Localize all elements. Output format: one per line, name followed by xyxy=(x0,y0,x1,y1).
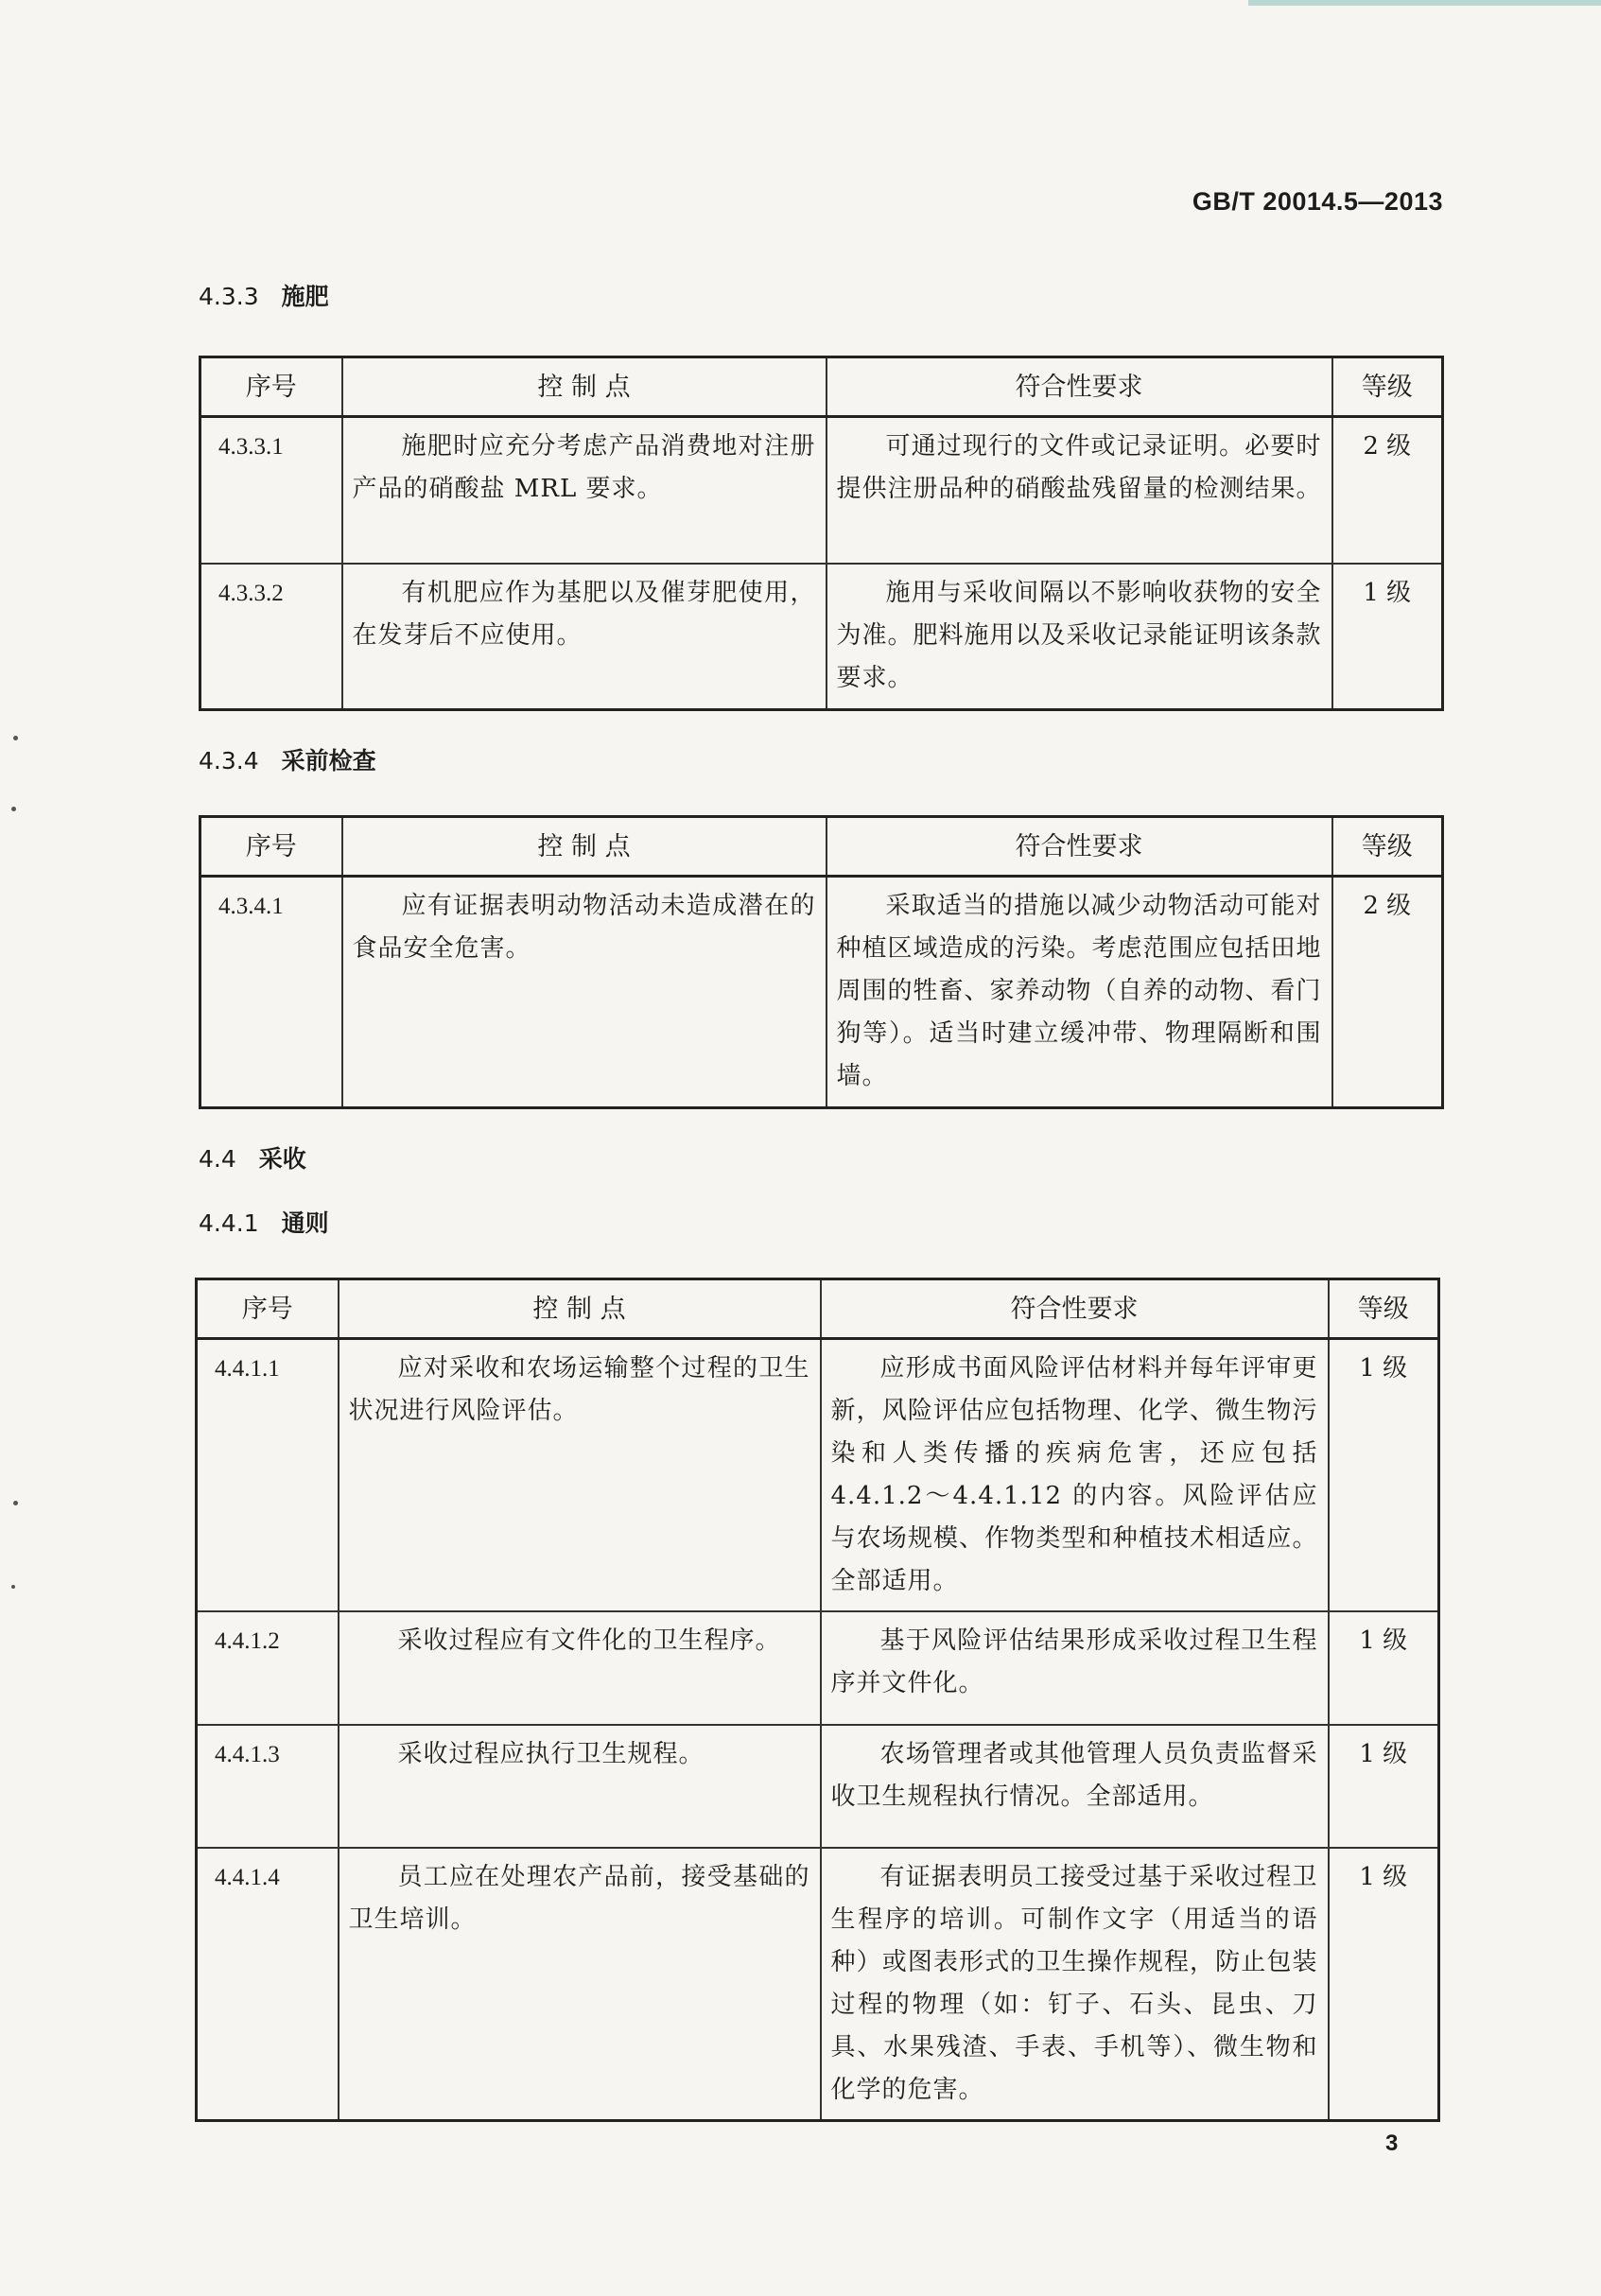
row-control-point: 采收过程应有文件化的卫生程序。 xyxy=(339,1611,821,1725)
section-number: 4.3.3 xyxy=(199,283,259,310)
row-requirement: 农场管理者或其他管理人员负责监督采收卫生规程执行情况。全部适用。 xyxy=(821,1725,1329,1848)
row-control-point: 施肥时应充分考虑产品消费地对注册产品的硝酸盐 MRL 要求。 xyxy=(342,417,827,564)
col-header-no: 序号 xyxy=(200,817,342,877)
row-level: 1 级 xyxy=(1329,1339,1439,1612)
table-header-row xyxy=(200,817,1443,877)
table-row xyxy=(197,1725,1439,1848)
scan-speck xyxy=(13,1501,18,1505)
row-no: 4.3.3.2 xyxy=(200,564,342,710)
table-header-row xyxy=(200,357,1443,417)
row-no: 4.3.4.1 xyxy=(200,877,342,1108)
section-number: 4.4.1 xyxy=(199,1209,259,1237)
section-heading-4-4 xyxy=(199,1140,306,1174)
table-4-3-4 xyxy=(199,815,1444,1109)
scan-speck xyxy=(11,807,16,811)
row-control-point: 员工应在处理农产品前，接受基础的卫生培训。 xyxy=(339,1848,821,2121)
row-requirement: 有证据表明员工接受过基于采收过程卫生程序的培训。可制作文字（用适当的语种）或图表形式的卫生操作规程，防止包装过程的物理（如：钉子、石头、昆虫、刀具、水果残渣、手表、手机等）、微生物和化学的危害。 xyxy=(821,1848,1329,2121)
section-title: 施肥 xyxy=(281,283,329,310)
row-no: 4.3.3.1 xyxy=(200,417,342,564)
row-control-point: 有机肥应作为基肥以及催芽肥使用，在发芽后不应使用。 xyxy=(342,564,827,710)
row-requirement: 基于风险评估结果形成采收过程卫生程序并文件化。 xyxy=(821,1611,1329,1725)
col-header-requirement: 符合性要求 xyxy=(827,817,1332,877)
table-row xyxy=(197,1611,1439,1725)
section-title: 采前检查 xyxy=(281,747,376,774)
page-number: 3 xyxy=(1385,2131,1399,2156)
table-row xyxy=(200,417,1443,564)
row-level: 1 级 xyxy=(1329,1611,1439,1725)
col-header-level: 等级 xyxy=(1332,357,1443,417)
row-requirement: 采取适当的措施以减少动物活动可能对种植区域造成的污染。考虑范围应包括田地周围的牲畜、家养动物（自养的动物、看门狗等）。适当时建立缓冲带、物理隔断和围墙。 xyxy=(827,877,1332,1108)
row-no: 4.4.1.1 xyxy=(197,1339,339,1612)
scan-edge-line xyxy=(1248,0,1601,6)
row-level: 2 级 xyxy=(1332,417,1443,564)
col-header-requirement: 符合性要求 xyxy=(821,1279,1329,1339)
table-4-3-3 xyxy=(199,356,1444,711)
table-row xyxy=(197,1848,1439,2121)
section-title: 采收 xyxy=(258,1145,306,1173)
col-header-requirement: 符合性要求 xyxy=(827,357,1332,417)
scan-speck xyxy=(11,1585,15,1589)
row-requirement: 可通过现行的文件或记录证明。必要时提供注册品种的硝酸盐残留量的检测结果。 xyxy=(827,417,1332,564)
table-row xyxy=(200,877,1443,1108)
col-header-control: 控 制 点 xyxy=(342,357,827,417)
col-header-control: 控 制 点 xyxy=(339,1279,821,1339)
row-control-point: 采收过程应执行卫生规程。 xyxy=(339,1725,821,1848)
row-no: 4.4.1.3 xyxy=(197,1725,339,1848)
row-level: 1 级 xyxy=(1329,1725,1439,1848)
row-level: 2 级 xyxy=(1332,877,1443,1108)
col-header-no: 序号 xyxy=(197,1279,339,1339)
row-level: 1 级 xyxy=(1332,564,1443,710)
section-heading-4-3-3 xyxy=(199,278,329,312)
col-header-no: 序号 xyxy=(200,357,342,417)
section-heading-4-4-1 xyxy=(199,1205,329,1239)
row-control-point: 应有证据表明动物活动未造成潜在的食品安全危害。 xyxy=(342,877,827,1108)
section-number: 4.3.4 xyxy=(199,747,259,774)
scan-speck xyxy=(13,736,18,740)
row-requirement: 施用与采收间隔以不影响收获物的安全为准。肥料施用以及采收记录能证明该条款要求。 xyxy=(827,564,1332,710)
section-title: 通则 xyxy=(281,1209,329,1237)
row-no: 4.4.1.4 xyxy=(197,1848,339,2121)
table-row xyxy=(197,1339,1439,1612)
col-header-level: 等级 xyxy=(1332,817,1443,877)
row-requirement: 应形成书面风险评估材料并每年评审更新，风险评估应包括物理、化学、微生物污染和人类传播的疾病危害，还应包括 4.4.1.2～4.4.1.12 的内容。风险评估应与农场规模、作物类型和种植技术相适应。全部适用。 xyxy=(821,1339,1329,1612)
row-control-point: 应对采收和农场运输整个过程的卫生状况进行风险评估。 xyxy=(339,1339,821,1612)
section-number: 4.4 xyxy=(199,1145,236,1173)
table-row xyxy=(200,564,1443,710)
col-header-level: 等级 xyxy=(1329,1279,1439,1339)
standard-number: GB/T 20014.5—2013 xyxy=(1192,187,1443,216)
col-header-control: 控 制 点 xyxy=(342,817,827,877)
row-no: 4.4.1.2 xyxy=(197,1611,339,1725)
table-4-4-1 xyxy=(195,1278,1440,2122)
section-heading-4-3-4 xyxy=(199,742,376,776)
row-level: 1 级 xyxy=(1329,1848,1439,2121)
table-header-row xyxy=(197,1279,1439,1339)
